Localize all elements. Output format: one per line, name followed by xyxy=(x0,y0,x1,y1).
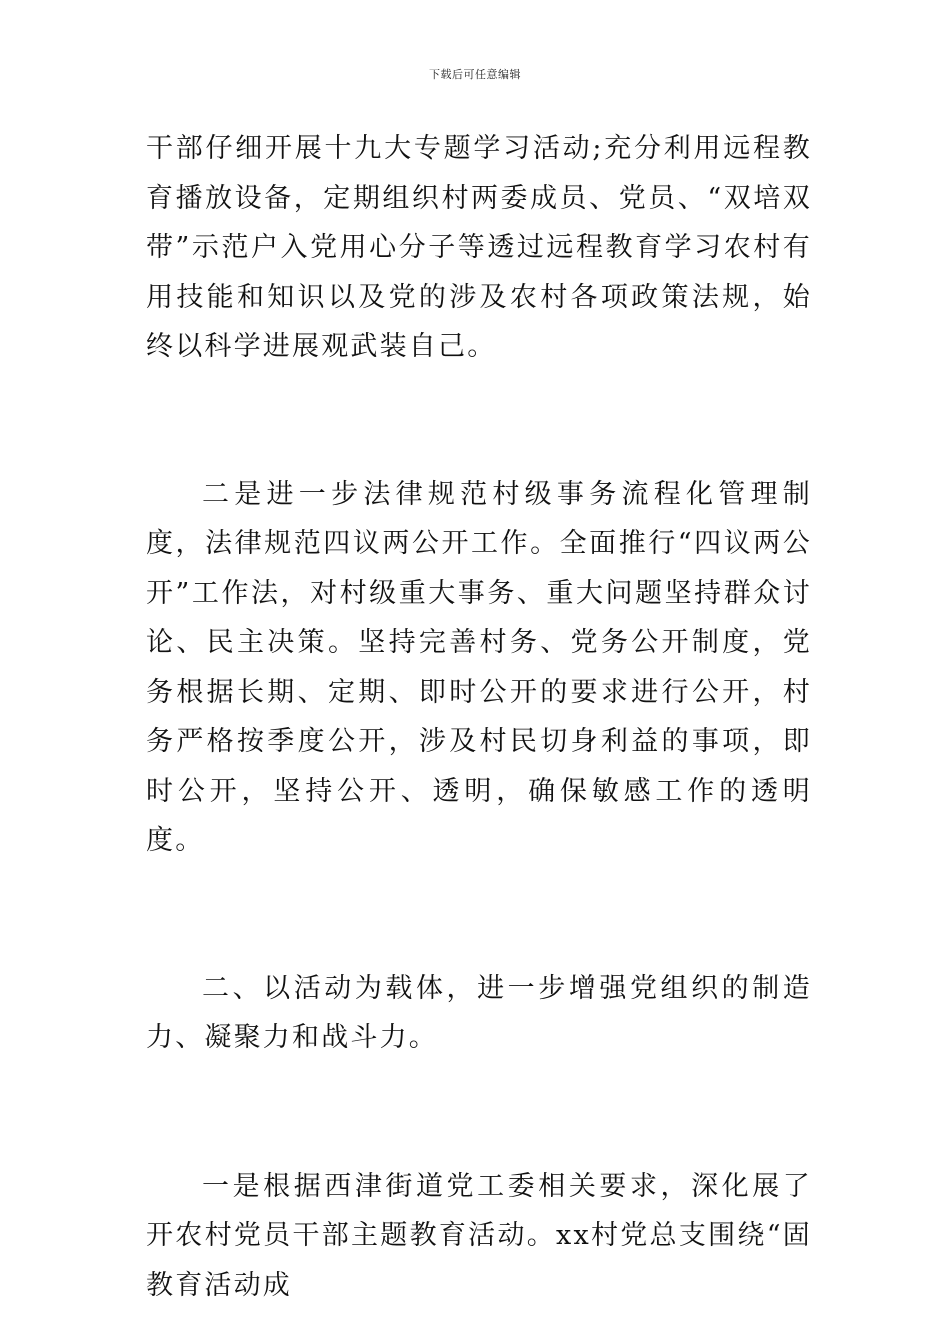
section-heading-activities: 二、以活动为载体，进一步增强党组织的制造力、凝聚力和战斗力。 xyxy=(146,972,812,1053)
header-note: 下载后可任意编辑 xyxy=(429,68,521,81)
paragraph-spacer xyxy=(146,1063,812,1162)
document-body xyxy=(146,124,812,1310)
paragraph-theme-education: 一是根据西津街道党工委相关要求，深化展了开农村党员干部主题教育活动。xx村党总支围绕“固教育活动成 xyxy=(146,1170,812,1301)
paragraph-spacer xyxy=(146,866,812,964)
paragraph-village-affairs: 二是进一步法律规范村级事务流程化管理制度，法律规范四议两公开工作。全面推行“四议两公开”工作法，对村级重大事务、重大问题坚持群众讨论、民主决策。坚持完善村务、党务公开制度，党务根据长期、定期、即时公开的要求进行公开，村务严格按季度公开，涉及村民切身利益的事项，即时公开，坚持公开、透明，确保敏感工作的透明度。 xyxy=(146,478,812,856)
paragraph-spacer xyxy=(146,372,812,470)
paragraph-continuation: 干部仔细开展十九大专题学习活动;充分利用远程教育播放设备，定期组织村两委成员、党员、“双培双带”示范户入党用心分子等透过远程教育学习农村有用技能和知识以及党的涉及农村各项政策法规，始终以科学进展观武装自己。 xyxy=(146,133,812,362)
